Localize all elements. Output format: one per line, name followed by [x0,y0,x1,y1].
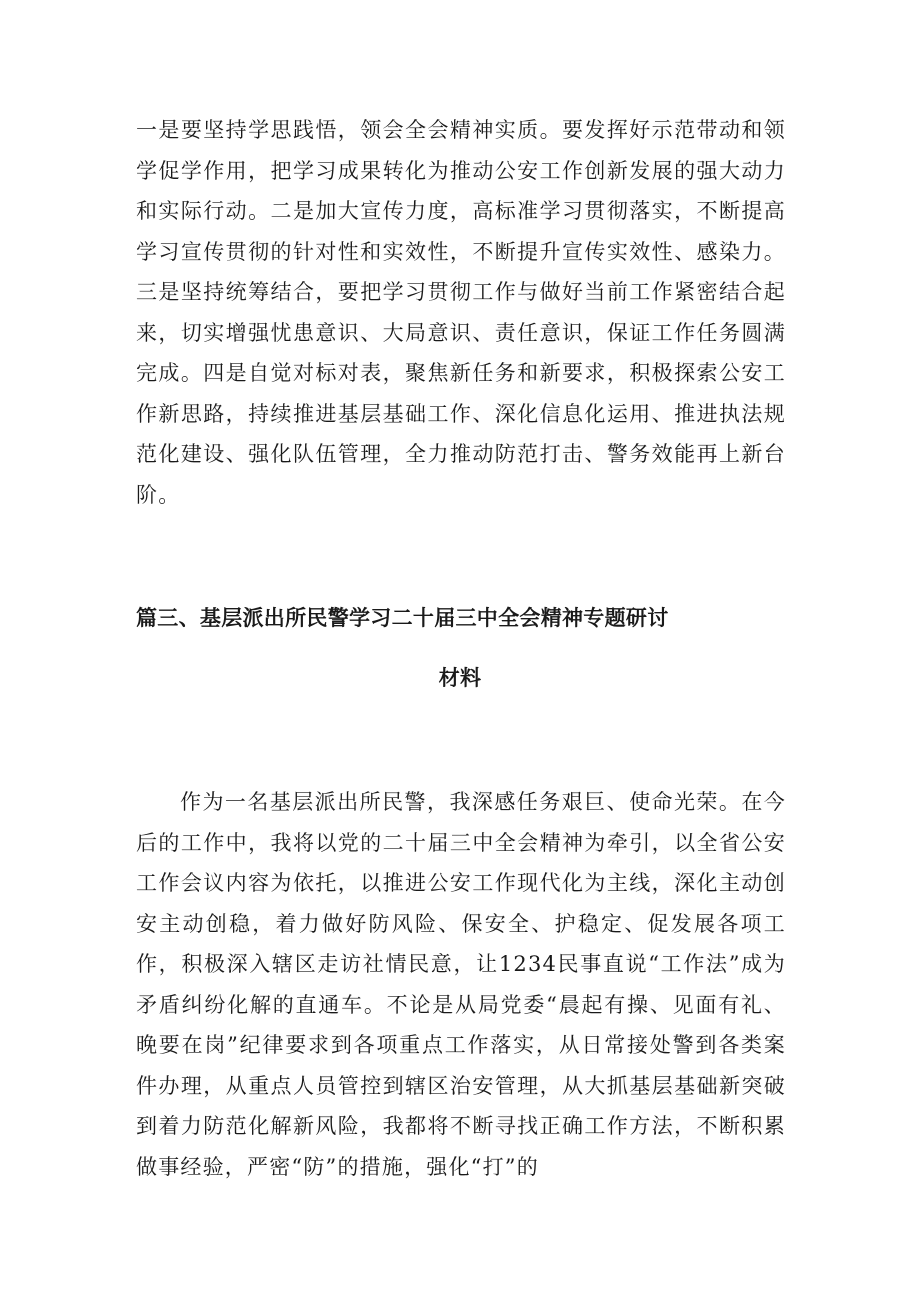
section-title-line-1: 篇三、基层派出所民警学习二十届三中全会精神专题研讨 [136,606,669,630]
body-paragraph-2: 作为一名基层派出所民警，我深感任务艰巨、使命光荣。在今后的工作中，我将以党的二十届三中全会精神为牵引，以全省公安工作会议内容为依托，以推进公安工作现代化为主线，深化主动创安主动创稳，着力做好防风险、保安全、护稳定、促发展各项工作，积极深入辖区走访社情民意，让1234民事直说“工作法”成为矛盾纠纷化解的直通车。不论是从局党委“晨起有操、见面有礼、晚要在岗”纪律要求到各项重点工作落实，从日常接处警到各类案件办理，从重点人员管控到辖区治安管理，从大抓基层基础新突破到着力防范化解新风险，我都将不断寻找正确工作方法，不断积累做事经验，严密“防”的措施，强化“打”的 [136,790,786,1179]
body-paragraph-1: 一是要坚持学思践悟，领会全会精神实质。要发挥好示范带动和领学促学作用，把学习成果转化为推动公安工作创新发展的强大动力和实际行动。二是加大宣传力度，高标准学习贯彻落实，不断提高学习宣传贯彻的针对性和实效性，不断提升宣传实效性、感染力。三是坚持统筹结合，要把学习贯彻工作与做好当前工作紧密结合起来，切实增强忧患意识、大局意识、责任意识，保证工作任务圆满完成。四是自觉对标对表，聚焦新任务和新要求，积极探索公安工作新思路，持续推进基层基础工作、深化信息化运用、推进执法规范化建设、强化队伍管理，全力推动防范打击、警务效能再上新台阶。 [136,118,786,507]
section-title-line-2: 材料 [438,666,482,690]
